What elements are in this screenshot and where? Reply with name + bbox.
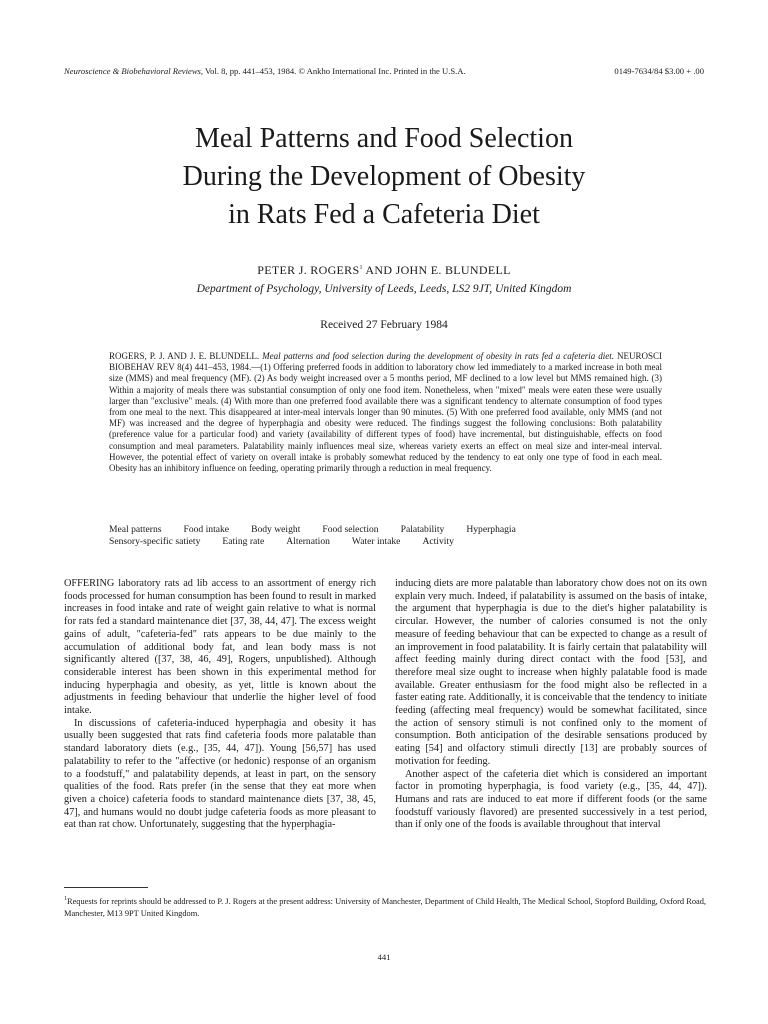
body-paragraph: inducing diets are more palatable than laboratory chow does not on its own explain very much. Indeed, if palatability is assumed on the basis of intake, the argument that hyperphagia is due to the diet's higher palatability is circular. However, the number of calories consumed is not the only measure of feeding behaviour that can be expected to change as a result of an improvement in food palatability. It is fairly certain that palatability will affect feeding mainly during direct contact with the food [53], and therefore meal size ought to increase when highly palatable food is made available. Greater enthusiasm for the food might also be reflected in a faster eating rate. Additionally, it is conceivable that the tendency to initiate feeding (affecting meal frequency) would be somewhat facilitated, since the action of sensory stimuli is not confined only to the moment of consumption. Both anticipation of the desirable sensations produced by eating [54] and olfactory stimuli directly [13] are probably sources of motivation for feeding.: [395, 578, 707, 767]
author-footnote-marker: 1: [359, 265, 363, 271]
journal-name: Neuroscience & Biobehavioral Reviews: [64, 66, 201, 76]
title-line: Meal Patterns and Food Selection: [195, 123, 573, 154]
author-line: [60, 262, 708, 278]
keyword-row: [109, 524, 669, 536]
body-paragraph: In discussions of cafeteria-induced hyperphagia and obesity it has usually been suggested that rats find cafeteria foods more palatable than standard laboratory diets (e.g., [35, 44, 47]). Young [56,57] has used palatability to refer to the "affective (or hedonic) response of an organism to a foodstuff," and palatability depends, at least in part, on the sensory qualities of the food. Rats prefer (in the sense that they eat more when given a choice) cafeteria foods to standard maintenance diets [37, 38, 45, 47], and humans would no doubt judge cafeteria foods as more pleasant to eat than rat chow. Unfortunately, suggesting that the hyperphagia-: [64, 717, 376, 831]
keyword: Water intake: [351, 536, 401, 548]
keyword: Food intake: [183, 524, 230, 535]
abstract-body: NEUROSCI BIOBEHAV REV 8(4) 441–453, 1984.—(1) Offering preferred foods in addition to laboratory chow led immediately to a marked increase in both meal size (MMS) and meal frequency (MF). (2) As body weight increased over a 5 months period, MF declined to a low level but MMS remained high. (3) Within a majority of meals there was substantial consumption of only one food item. Nonetheless, when "mixed" meals were eaten these were usually larger than "exclusive" meals. (4) With more than one preferred food available there was a significant tendency to alternate consumption of food types from one meal to the next. This disappeared at inter-meal intervals longer than 90 minutes. (5) With one preferred food available, only MMS (and not MF) was increased and the degree of hyperphagia and obesity were reduced. The findings suggest the following conclusions: Both palatability (preference value for a particular food) and variety (availability of different types of food) have incremental, but distinguishable, effects on food consumption and meal parameters. Palatability mainly influences meal size, whereas variety exerts an effect on meal size and inter-meal interval. However, the potential effect of variety on overall intake is probably somewhat reduced by the tendency to eat only one type of food in each meal. Obesity has an inhibitory influence on feeding, operating primarily through a reduction in meal frequency.: [109, 351, 663, 474]
keywords: [109, 524, 669, 549]
footnote: [64, 896, 706, 919]
author-rest: AND JOHN E. BLUNDELL: [362, 263, 511, 277]
footnote-marker: 1: [64, 896, 67, 903]
keyword-row: [109, 536, 669, 548]
abstract-lead: ROGERS, P. J. AND J. E. BLUNDELL.: [109, 351, 263, 361]
keyword: Meal patterns: [109, 524, 162, 535]
body-column-right: [395, 578, 707, 832]
keyword: Food selection: [322, 524, 379, 535]
title-line: in Rats Fed a Cafeteria Diet: [228, 199, 540, 230]
received-date: Received 27 February 1984: [320, 319, 448, 331]
journal-citation: [64, 66, 466, 77]
article-code: 0149-7634/84 $3.00 + .00: [614, 66, 704, 76]
journal-details: , Vol. 8, pp. 441–453, 1984. © Ankho International Inc. Printed in the U.S.A.: [200, 66, 466, 76]
article-title: [60, 120, 708, 234]
footnote-divider: [64, 887, 148, 888]
page-number: 441: [377, 952, 391, 962]
author-first: PETER J. ROGERS: [257, 263, 360, 277]
keyword: Alternation: [286, 536, 330, 548]
keyword: Sensory-specific satiety: [109, 536, 201, 548]
body-paragraph: OFFERING laboratory rats ad lib access to an assortment of energy rich foods processed for human consumption has been found to result in marked increases in food intake and rate of weight gain relative to what is normal for rats fed a standard maintenance diet [37, 38, 44, 47]. The excess weight gains of adult, "cafeteria-fed" rats appears to be due mainly to the accumulation of additional body fat, and lean body mass is not significantly altered ([37, 38, 46, 49], Rogers, unpublished). Although considerable interest has been shown in this experimental method for inducing hyperphagia and obesity, as yet, little is known about the adjustments in feeding behaviour that underlie the higher level of food intake.: [64, 578, 376, 717]
body-paragraph: Another aspect of the cafeteria diet which is considered an important factor in promoting hyperphagia, is food variety (e.g., [35, 44, 47]). Humans and rats are induced to eat more if different foods (or the same foodstuff variously flavored) are presented successively in a test period, than if only one of the foods is available throughout that interval: [395, 768, 707, 831]
keyword: Body weight: [251, 524, 301, 535]
keyword: Eating rate: [222, 536, 265, 548]
footnote-text: Requests for reprints should be addressed to P. J. Rogers at the present address: University of Manchester, Department of Child Health, The Medical School, Stopford Building, Oxford Road, Manchester, M13 9PT United Kingdom.: [64, 897, 706, 918]
title-line: During the Development of Obesity: [182, 161, 586, 192]
abstract-italic-title: Meal patterns and food selection during the development of obesity in rats fed a cafeteria diet.: [262, 351, 614, 361]
keyword: Activity: [422, 536, 454, 548]
keyword: Hyperphagia: [466, 524, 516, 535]
affiliation: Department of Psychology, University of Leeds, Leeds, LS2 9JT, United Kingdom: [196, 283, 572, 295]
body-column-left: [64, 578, 376, 832]
abstract: [109, 351, 662, 474]
keyword: Palatability: [400, 524, 445, 535]
